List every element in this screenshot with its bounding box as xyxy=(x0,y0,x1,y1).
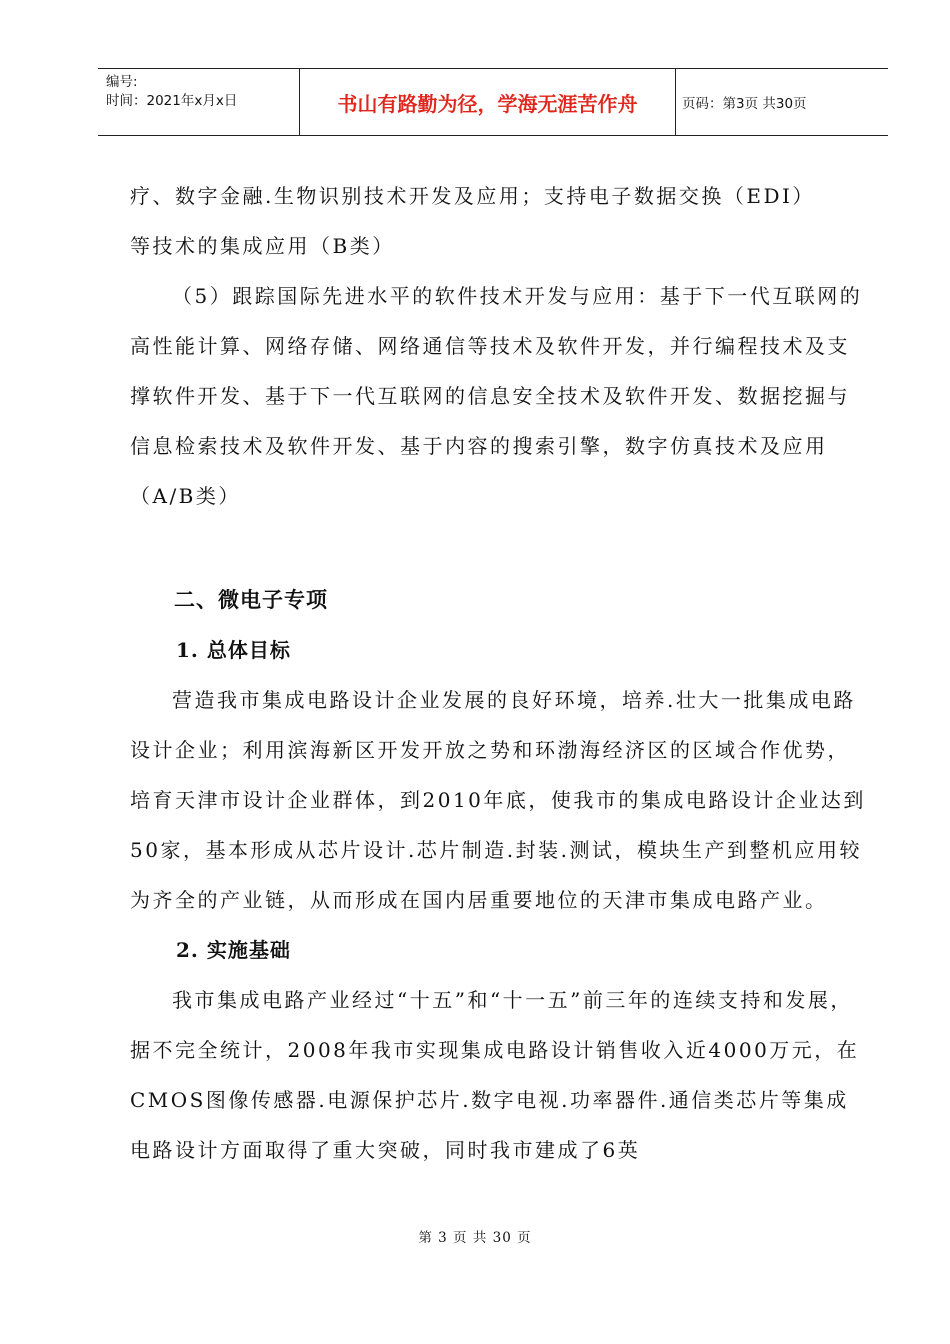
section-spacer xyxy=(130,521,870,575)
paragraph-software-tech: （5）跟踪国际先进水平的软件技术开发与应用：基于下一代互联网的高性能计算、网络存储、网络通信等技术及软件开发，并行编程技术及支撑软件开发、基于下一代互联网的信息安全技术及软件开发、数据挖掘与信息检索技术及软件开发、基于内容的搜索引擎，数字仿真技术及应用（A/B类） xyxy=(130,284,863,508)
time-label: 时间：2021年x月x日 xyxy=(106,93,238,109)
page-info: 页码：第3页 共30页 xyxy=(682,96,807,112)
subsection-title-foundation: 2. 实施基础 xyxy=(176,938,291,962)
page-header xyxy=(98,68,888,136)
header-page-cell xyxy=(676,69,888,135)
paragraph-goals: 营造我市集成电路设计企业发展的良好环境，培养.壮大一批集成电路设计企业；利用滨海新区开发开放之势和环渤海经济区的区域合作优势，培育天津市设计企业群体，到2010年底，使我市的集成电路设计企业达到50家，基本形成从芯片设计.芯片制造.封装.测试，模块生产到整机应用较为齐全的产业链，从而形成在国内居重要地位的天津市集成电路产业。 xyxy=(130,688,866,912)
paragraph-continuation-line1: 疗、数字金融.生物识别技术开发及应用；支持电子数据交换（EDI） xyxy=(130,184,815,208)
subsection-title-goals: 1. 总体目标 xyxy=(176,638,291,662)
page-footer xyxy=(0,1226,950,1246)
section-title-microelectronics: 二、微电子专项 xyxy=(174,588,328,612)
header-motto-cell xyxy=(300,69,676,135)
header-meta-cell xyxy=(98,69,300,135)
document-body xyxy=(130,171,870,1175)
motto-text: 书山有路勤为径，学海无涯苦作舟 xyxy=(337,91,638,116)
paragraph-continuation-line2: 等技术的集成应用（B类） xyxy=(130,234,395,258)
paragraph-foundation: 我市集成电路产业经过“十五”和“十一五”前三年的连续支持和发展，据不完全统计，2008年我市实现集成电路设计销售收入近4000万元，在CMOS图像传感器.电源保护芯片.数字电视.功率器件.通信类芯片等集成电路设计方面取得了重大突破，同时我市建成了6英 xyxy=(130,988,860,1162)
serial-label: 编号: xyxy=(106,74,138,90)
footer-page-number: 第 3 页 共 30 页 xyxy=(418,1230,532,1246)
